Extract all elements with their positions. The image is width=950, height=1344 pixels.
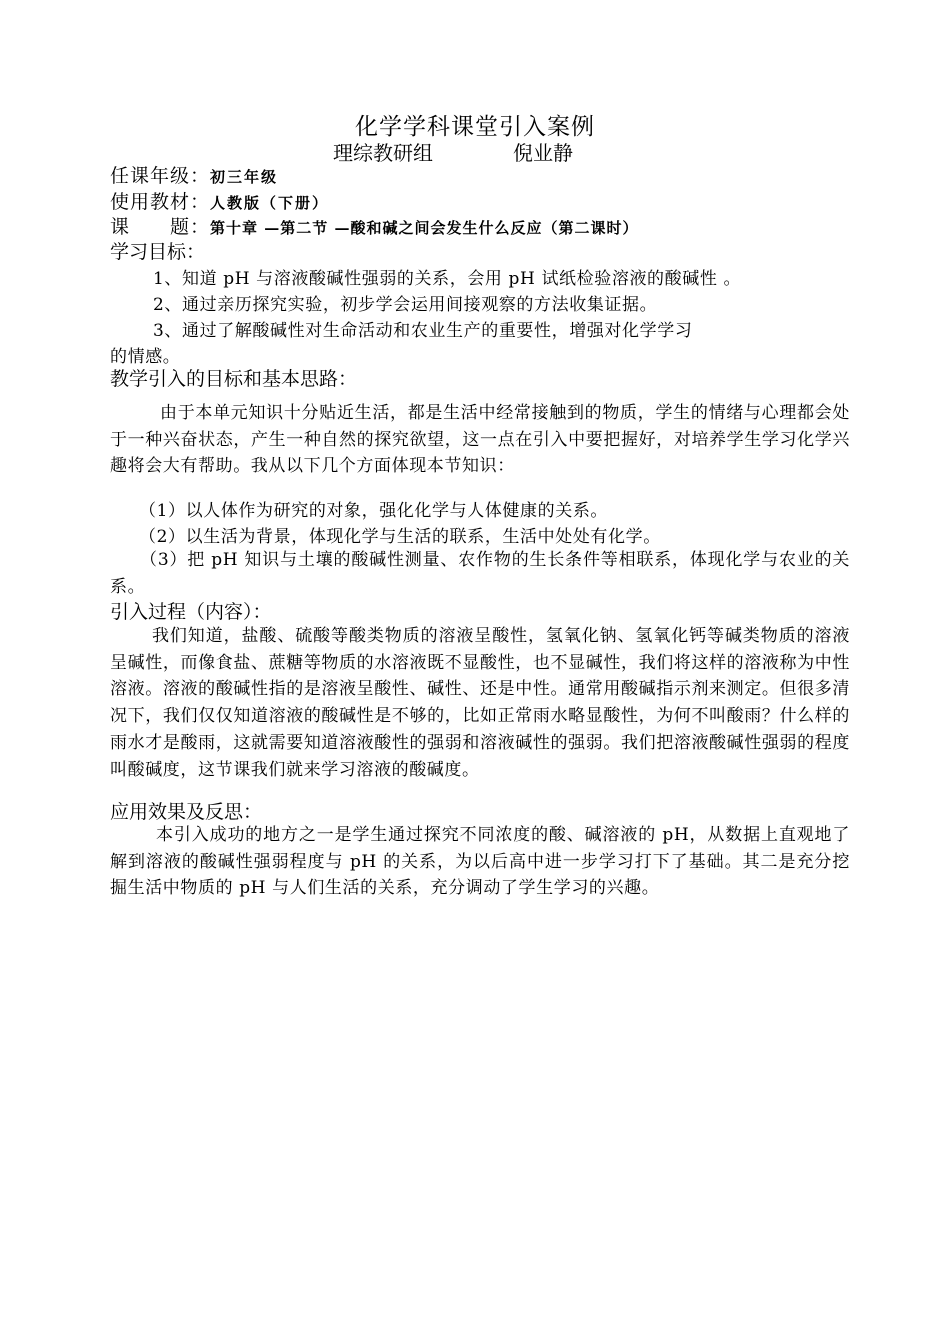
objective-item: 2、通过亲历探究实验，初步学会运用间接观察的方法收集证据。: [153, 295, 658, 315]
grade-row: [110, 161, 278, 188]
grade-value: 初三年级: [210, 168, 279, 186]
grade-label: 任课年级：: [110, 165, 211, 187]
textbook-row: [110, 187, 329, 214]
topic-label: 课 题：: [110, 216, 211, 238]
textbook-value: 人教版（下册）: [210, 194, 330, 212]
approach-point: （1）以人体作为研究的对象，强化化学与人体健康的关系。: [139, 501, 609, 521]
document-title: 化学学科课堂引入案例: [355, 114, 595, 140]
textbook-label: 使用教材：: [110, 191, 211, 213]
author-name: 倪业静: [513, 141, 573, 165]
approach-point: （2）以生活为背景，体现化学与生活的联系，生活中处处有化学。: [139, 527, 661, 547]
topic-value: 第十章 —第二节 —酸和碱之间会发生什么反应（第二课时）: [210, 219, 639, 237]
topic-row: [110, 212, 638, 239]
approach-intro: 由于本单元知识十分贴近生活，都是生活中经常接触到的物质，学生的情绪与心理都会处于一种兴奋状态，产生一种自然的探究欲望，这一点在引入中要把握好，对培养学生学习化学兴趣将会大有帮助。我从以下几个方面体现本节知识：: [110, 403, 850, 476]
teaching-group: 理综教研组: [333, 141, 433, 165]
reflection-text: 本引入成功的地方之一是学生通过探究不同浓度的酸、碱溶液的 pH，从数据上直观地了解到溶液的酸碱性强弱程度与 pH 的关系，为以后高中进一步学习打下了基础。其二是充分挖掘生活中物质的 pH 与人们生活的关系，充分调动了学生学习的兴趣。: [110, 825, 850, 898]
objective-item: 的情感。: [110, 347, 181, 367]
approach-heading: 教学引入的目标和基本思路：: [110, 368, 358, 390]
objectives-heading: 学习目标：: [110, 241, 206, 263]
process-text: 我们知道，盐酸、硫酸等酸类物质的溶液呈酸性，氢氧化钠、氢氧化钙等碱类物质的溶液呈碱性，而像食盐、蔗糖等物质的水溶液既不显酸性，也不显碱性，我们将这样的溶液称为中性溶液。溶液的酸碱性指的是溶液呈酸性、碱性、还是中性。通常用酸碱指示剂来测定。但很多清况下，我们仅仅知道溶液的酸碱性是不够的，比如正常雨水略显酸性，为何不叫酸雨？什么样的雨水才是酸雨，这就需要知道溶液酸性的强弱和溶液碱性的强弱。我们把溶液酸碱性强弱的程度叫酸碱度，这节课我们就来学习溶液的酸碱度。: [110, 626, 850, 780]
process-heading: 引入过程（内容）：: [110, 601, 272, 623]
objective-item: 1、知道 pH 与溶液酸碱性强弱的关系，会用 pH 试纸检验溶液的酸碱性 。: [153, 269, 742, 289]
approach-point: （3）把 pH 知识与土壤的酸碱性测量、农作物的生长条件等相联系，体现化学与农业的关系。: [110, 550, 850, 597]
reflection-heading: 应用效果及反思：: [110, 801, 263, 823]
objective-item: 3、通过了解酸碱性对生命活动和农业生产的重要性，增强对化学学习: [153, 321, 693, 341]
